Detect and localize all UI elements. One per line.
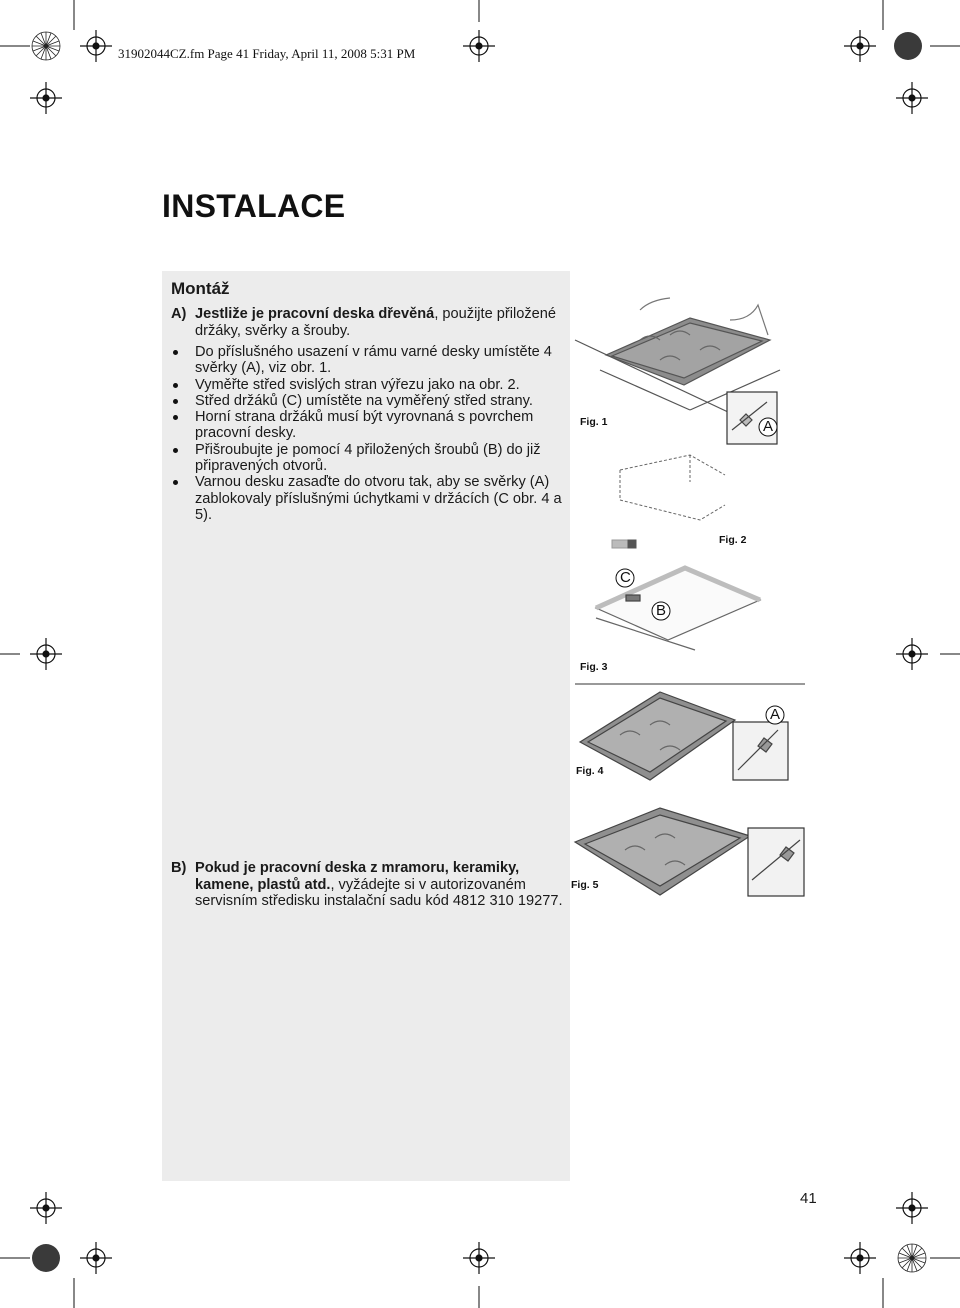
fig5-label: Fig. 5: [571, 879, 599, 891]
fig4-label: Fig. 4: [576, 765, 604, 777]
list-item: Střed držáků (C) umístěte na vyměřený střed strany.: [171, 393, 563, 409]
step-b-text: , vyžádejte si v autorizovaném servisním středisku instalační sadu kód 4812 310 19277.: [195, 876, 563, 909]
fig2-label: Fig. 2: [719, 534, 747, 546]
step-b-bold: Pokud je pracovní deska z mramoru, keramiky, kamene, plastů atd.: [195, 860, 520, 893]
callout-a-fig4: A: [770, 706, 781, 723]
print-header: 31902044CZ.fm Page 41 Friday, April 11, 2008 5:31 PM: [118, 46, 416, 61]
section-heading: Montáž: [171, 279, 230, 298]
callout-c: C: [620, 569, 631, 586]
list-item: Horní strana držáků musí být vyrovnaná s povrchem pracovní desky.: [171, 409, 563, 442]
step-a-text: , použijte přiložené držáky, svěrky a šrouby.: [195, 306, 557, 339]
callout-b: B: [656, 602, 667, 619]
step-a-bold: Jestliže je pracovní deska dřevěná: [195, 306, 435, 322]
step-b-label: B): [171, 860, 187, 876]
list-item: Varnou desku zasaďte do otvoru tak, aby se svěrky (A) zablokovaly příslušnými úchytkami v držácích (C obr. 4 a 5).: [171, 474, 563, 523]
fig1-label: Fig. 1: [580, 416, 608, 428]
fig4-illustration: [580, 692, 788, 780]
page-number: 41: [800, 1190, 817, 1207]
page-title: INSTALACE: [162, 188, 346, 224]
list-item: Přišroubujte je pomocí 4 přiložených šroubů (B) do již připravených otvorů.: [171, 442, 563, 475]
list-item: Vyměřte střed svislých stran výřezu jako na obr. 2.: [171, 377, 563, 393]
callout-a-fig1: A: [763, 418, 774, 435]
step-a-label: A): [171, 306, 187, 322]
fig3-label: Fig. 3: [580, 661, 608, 673]
list-item: Do příslušného usazení v rámu varné desky umístěte 4 svěrky (A), viz obr. 1.: [171, 344, 563, 377]
fig2-illustration: [612, 455, 725, 548]
fig5-illustration: [575, 808, 804, 896]
